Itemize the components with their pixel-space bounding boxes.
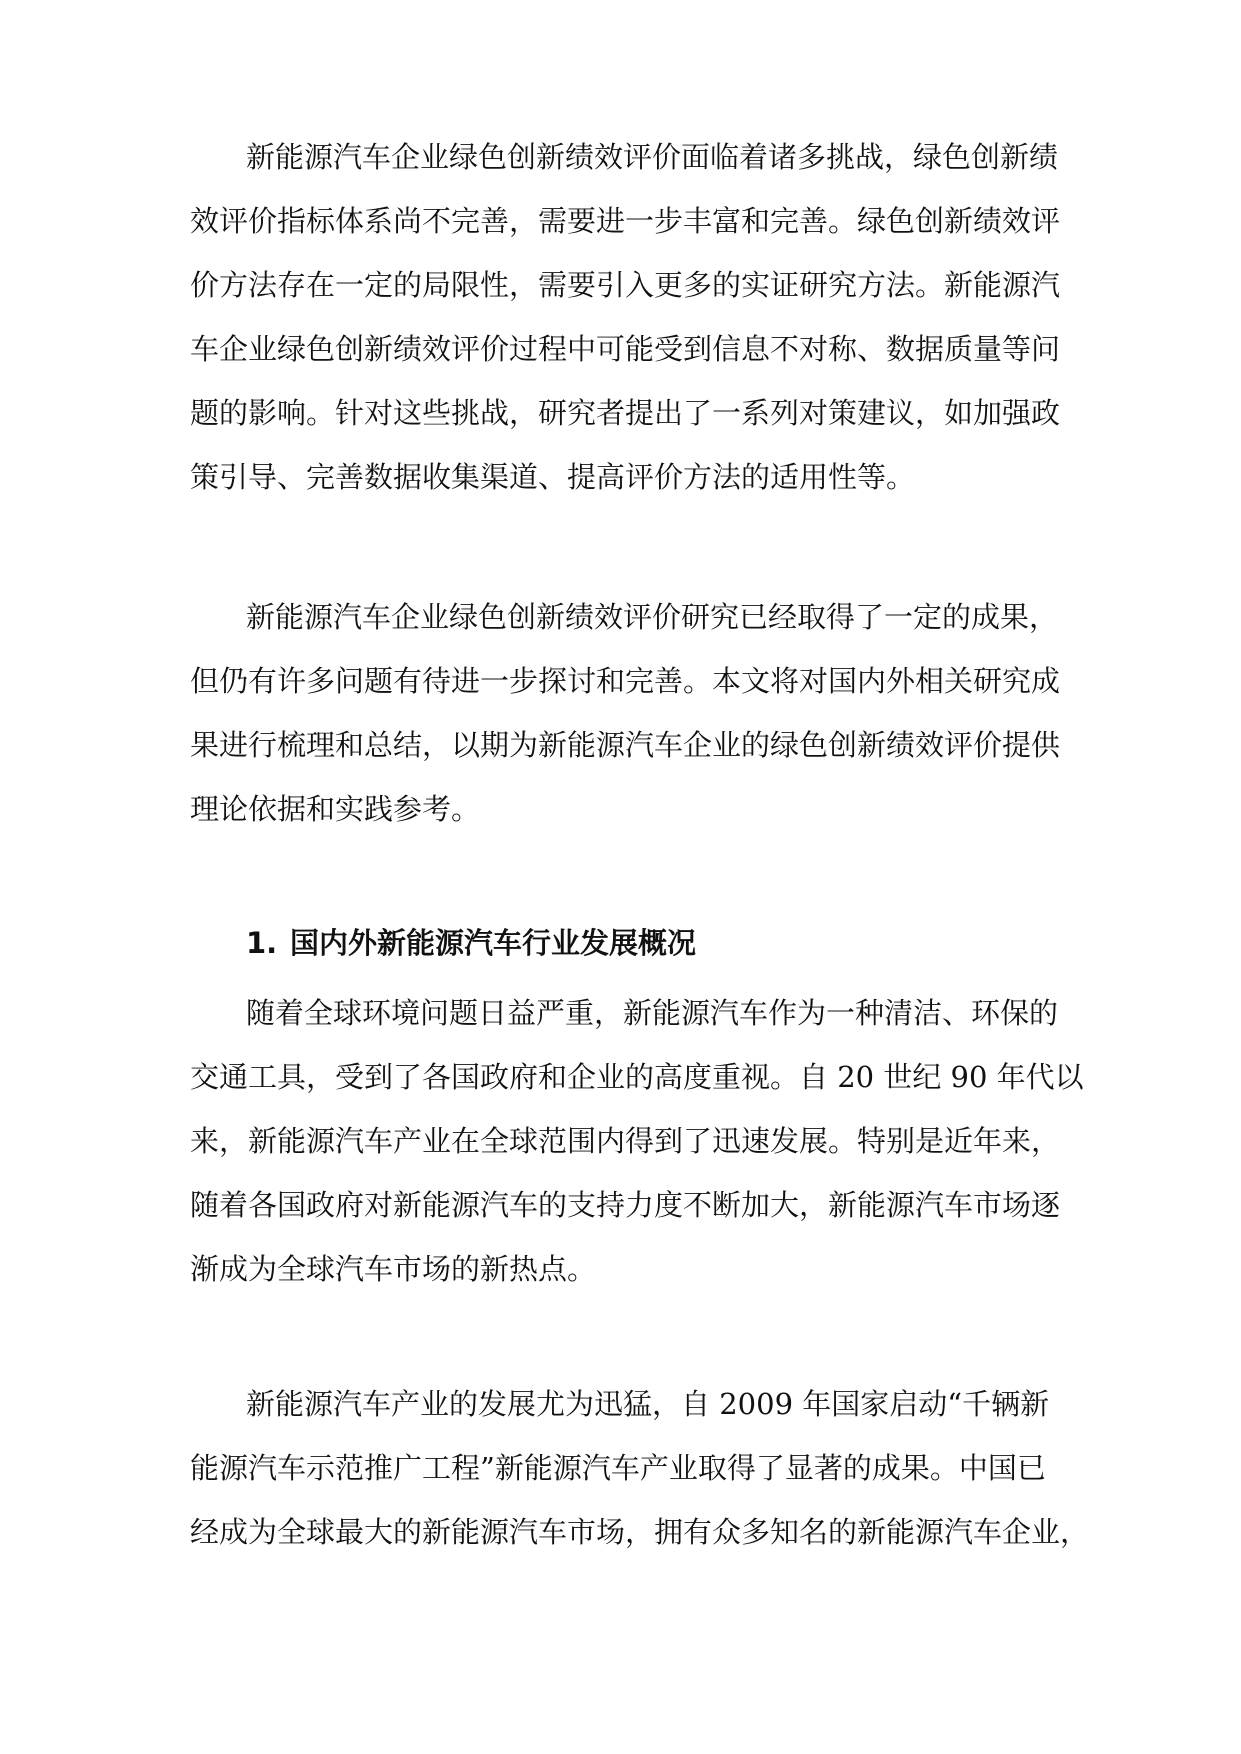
paragraph-line: 价方法存在一定的局限性，需要引入更多的实证研究方法。新能源汽	[190, 268, 1061, 302]
paragraph-line: 新能源汽车企业绿色创新绩效评价研究已经取得了一定的成果，	[246, 600, 1059, 634]
paragraph-line: 随着各国政府对新能源汽车的支持力度不断加大，新能源汽车市场逐	[190, 1188, 1061, 1222]
section-number: 1.	[246, 926, 278, 960]
paragraph-line: 车企业绿色创新绩效评价过程中可能受到信息不对称、数据质量等问	[190, 332, 1061, 366]
paragraph-line: 效评价指标体系尚不完善，需要进一步丰富和完善。绿色创新绩效评	[190, 204, 1061, 238]
paragraph-line: 能源汽车示范推广工程”新能源汽车产业取得了显著的成果。中国已	[190, 1451, 1046, 1485]
paragraph-line: 题的影响。针对这些挑战，研究者提出了一系列对策建议，如加强政	[190, 396, 1061, 430]
paragraph-line: 来，新能源汽车产业在全球范围内得到了迅速发展。特别是近年来，	[190, 1124, 1061, 1158]
paragraph-line: 交通工具，受到了各国政府和企业的高度重视。自 20 世纪 90 年代以	[190, 1060, 1084, 1094]
paragraph-line: 策引导、完善数据收集渠道、提高评价方法的适用性等。	[190, 460, 916, 494]
paragraph-line: 新能源汽车产业的发展尤为迅猛，自 2009 年国家启动“千辆新	[246, 1387, 1050, 1421]
paragraph-line: 随着全球环境问题日益严重，新能源汽车作为一种清洁、环保的	[246, 996, 1059, 1030]
paragraph-line: 经成为全球最大的新能源汽车市场，拥有众多知名的新能源汽车企业，	[190, 1515, 1090, 1549]
paragraph-line: 理论依据和实践参考。	[190, 792, 481, 826]
section-heading-line	[246, 923, 696, 963]
paragraph-line: 但仍有许多问题有待进一步探讨和完善。本文将对国内外相关研究成	[190, 664, 1061, 698]
paragraph-line: 果进行梳理和总结，以期为新能源汽车企业的绿色创新绩效评价提供	[190, 728, 1061, 762]
section-title: 国内外新能源汽车行业发展概况	[290, 926, 697, 960]
paragraph-line: 新能源汽车企业绿色创新绩效评价面临着诸多挑战，绿色创新绩	[246, 140, 1059, 174]
paragraph-line: 渐成为全球汽车市场的新热点。	[190, 1252, 597, 1286]
